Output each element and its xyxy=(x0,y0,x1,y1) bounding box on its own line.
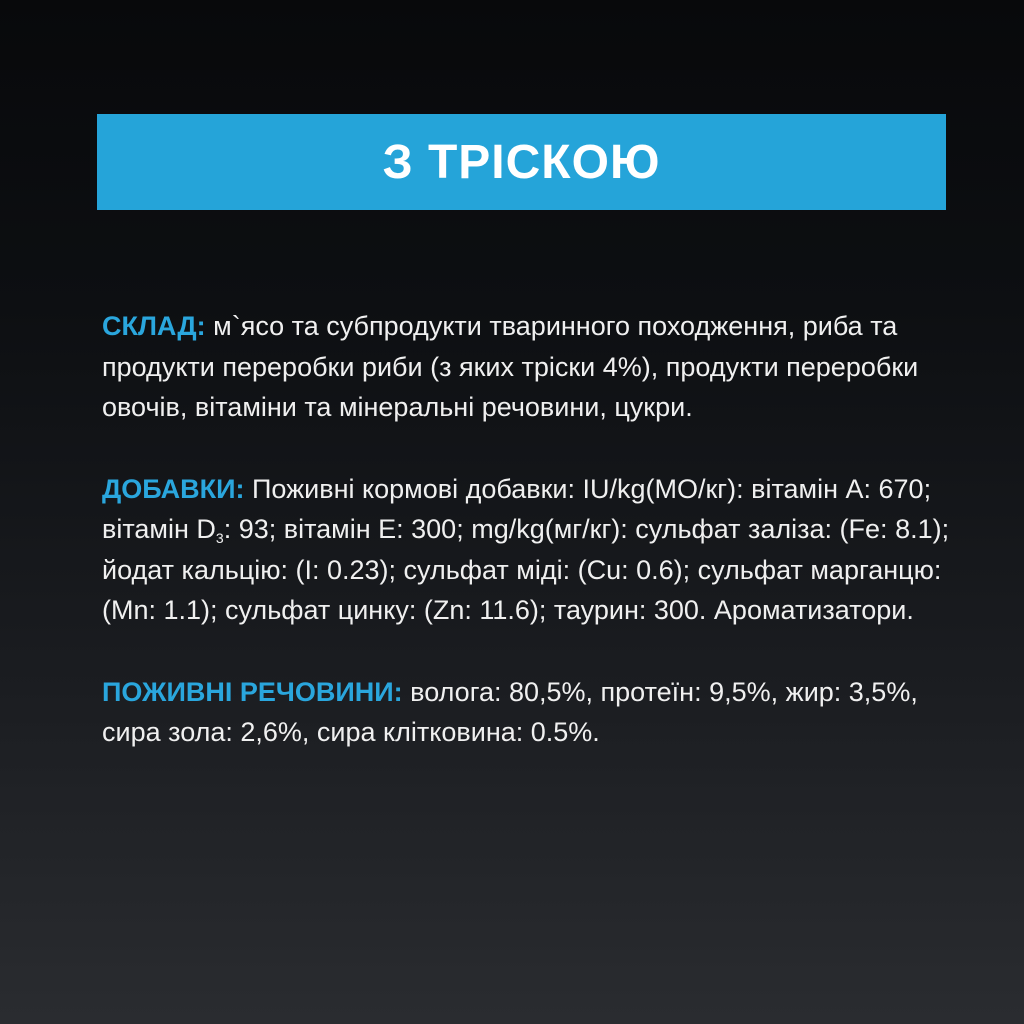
nutrients-paragraph xyxy=(102,672,952,753)
vitamin-d-subscript: 3 xyxy=(215,530,224,546)
additives-text-end: : 93; вітамін E: 300; mg/kg(мг/кг): сульфат заліза: (Fe: 8.1); йодат кальцію: (I: 0.23); сульфат міді: (Cu: 0.6); сульфат марганцю: (Mn: 1.1); сульфат цинку: (Zn: 11.6); таурин: 300. Ароматизатори. xyxy=(102,514,950,625)
title-banner xyxy=(97,114,946,210)
composition-text: м`ясо та субпродукти тваринного походження, риба та продукти переробки риби (з яких тріски 4%), продукти переробки овочів, вітаміни та мінеральні речовини, цукри. xyxy=(102,311,919,422)
composition-paragraph xyxy=(102,306,952,428)
additives-paragraph xyxy=(102,469,952,631)
additives-label: ДОБАВКИ: xyxy=(102,473,245,504)
nutrients-label: ПОЖИВНІ РЕЧОВИНИ: xyxy=(102,676,403,707)
nutrients-text: волога: 80,5%, протеїн: 9,5%, жир: 3,5%, сира зола: 2,6%, сира клітковина: 0.5%. xyxy=(102,676,918,747)
additives-text-start: Поживні кормові добавки: IU/kg(МО/кг): вітамін A: 670; вітамін D xyxy=(102,473,932,544)
ingredients-content xyxy=(102,306,952,753)
product-title: З ТРІСКОЮ xyxy=(382,135,661,189)
composition-label: СКЛАД: xyxy=(102,311,206,341)
